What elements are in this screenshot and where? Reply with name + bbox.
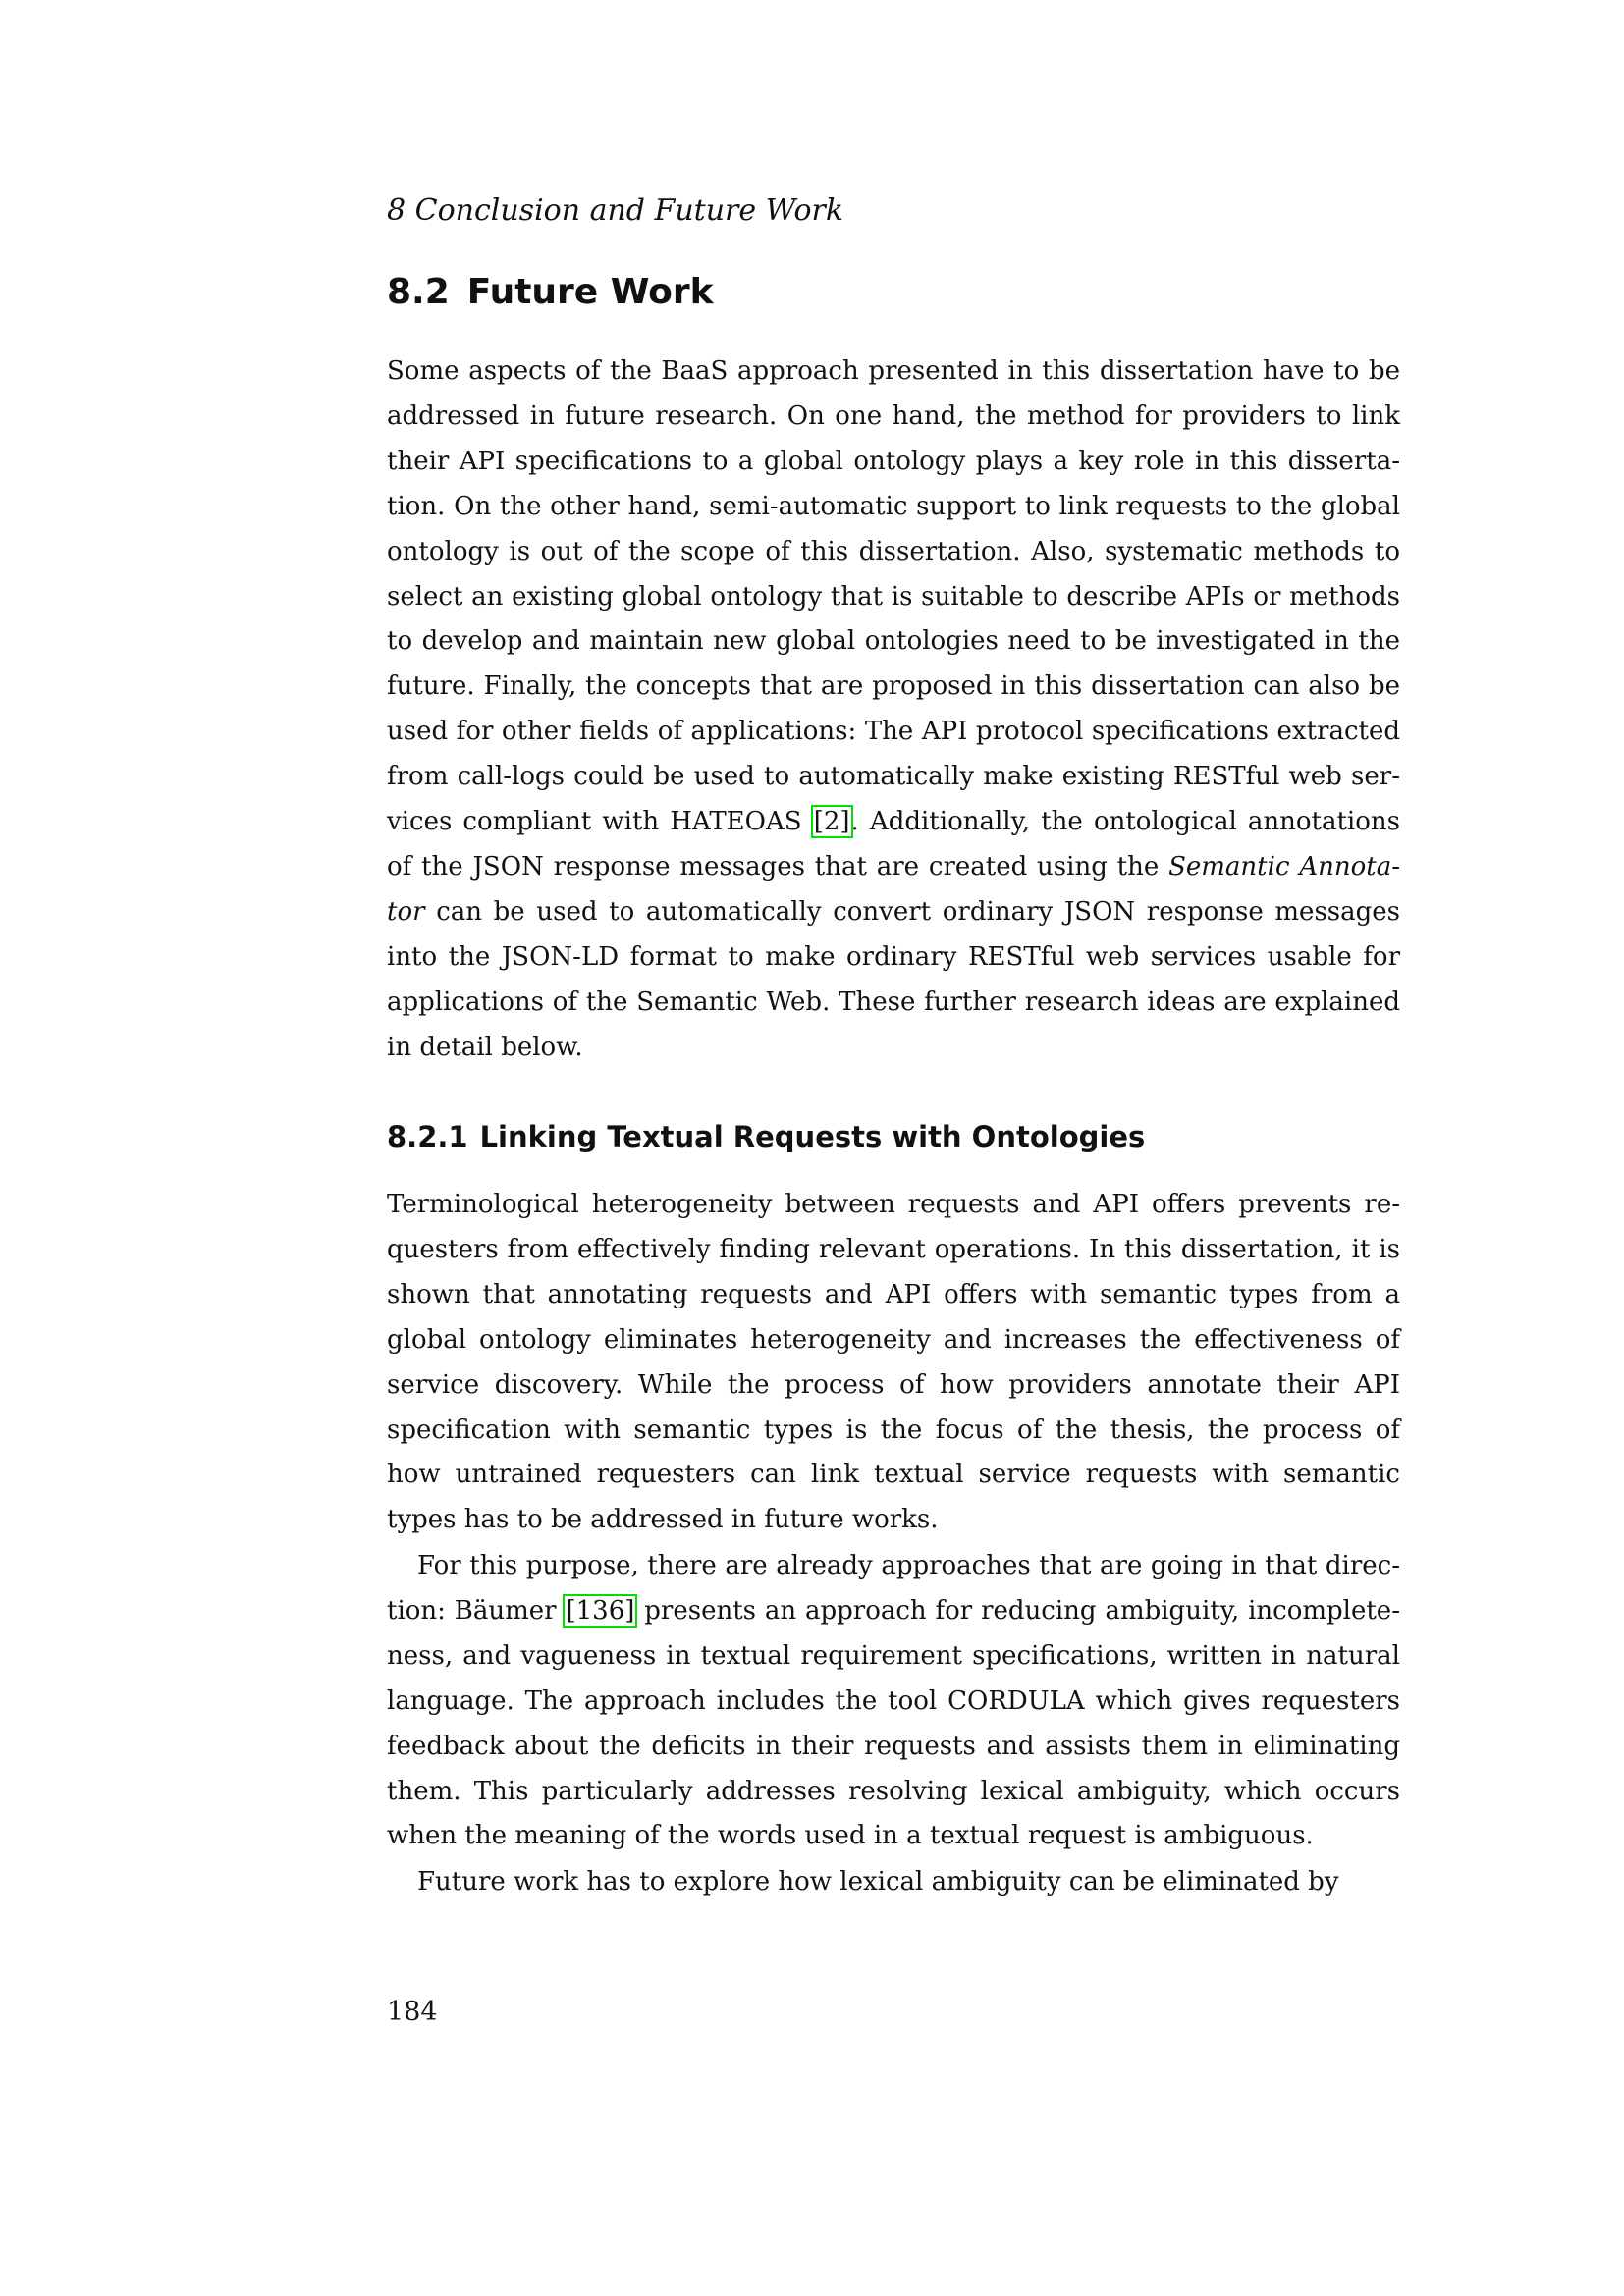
subsection-number: 8.2.1 (387, 1120, 468, 1153)
paragraph-text: can be used to automatically convert ordinary JSON response messages into the JSON-LD format to make ordinary RESTful web services usable for applications of the Semantic Web. These further research ideas are explained in detail below. (387, 896, 1400, 1062)
section-number: 8.2 (387, 272, 450, 312)
paragraph-future-work-intro (387, 349, 1400, 1071)
section-heading (387, 271, 714, 314)
citation-link-2[interactable]: [2] (813, 807, 850, 837)
paragraph-heterogeneity: Terminological heterogeneity between requests and API offers prevents requesters from effectively finding relevant operations. In this dissertation, it is shown that annotating requests and API offers with semantic types from a global ontology eliminates heterogeneity and increases the effectiveness of service discovery. While the process of how providers annotate their API specification with semantic types is the focus of the thesis, the process of how untrained requesters can link textual service requests with semantic types has to be addressed in future works. (387, 1190, 1400, 1535)
paragraph-text: For this purpose, there are already approaches that are going in that direction: Bäumer (387, 1551, 1400, 1626)
subsection-title: Linking Textual Requests with Ontologies (479, 1120, 1146, 1153)
subsection-heading (387, 1119, 1145, 1154)
running-header: 8 Conclusion and Future Work (387, 193, 844, 228)
paragraph-text: presents an approach for reducing ambiguity, incompleteness, and vagueness in textual requirement specifications, written in natural language. The approach includes the tool CORDULA which gives requesters feedback about the deficits in their requests and assists them in eliminating them. This particularly addresses resolving lexical ambiguity, which occurs when the meaning of the words used in a textual request is ambiguous. (387, 1595, 1400, 1851)
page-number: 184 (387, 1997, 438, 2027)
paragraph-future-exploration: Future work has to explore how lexical ambiguity can be eliminated by (417, 1867, 1339, 1896)
emphasized-term: Semantic Annotator (387, 851, 1400, 927)
section-title: Future Work (466, 272, 714, 312)
citation-link-136[interactable]: [136] (566, 1595, 635, 1626)
paragraph-text: Some aspects of the BaaS approach presented in this dissertation have to be addressed in future research. On one hand, the method for providers to link their API specifications to a global ontology plays a key role in this dissertation. On the other hand, semi-automatic support to link requests to the global ontology is out of the scope of this dissertation. Also, systematic methods to select an existing global ontology that is suitable to describe APIs or methods to develop and maintain new global ontologies need to be investigated in the future. Finally, the concepts that are proposed in this dissertation can also be used for other fields of applications: The API protocol specifications extracted from call-logs could be used to automatically make existing RESTful web services compliant with HATEOAS (387, 356, 1400, 837)
paragraph-approaches (387, 1544, 1400, 1859)
paragraph-text: . Additionally, the ontological annotations of the JSON response messages that are created using the (387, 807, 1400, 881)
